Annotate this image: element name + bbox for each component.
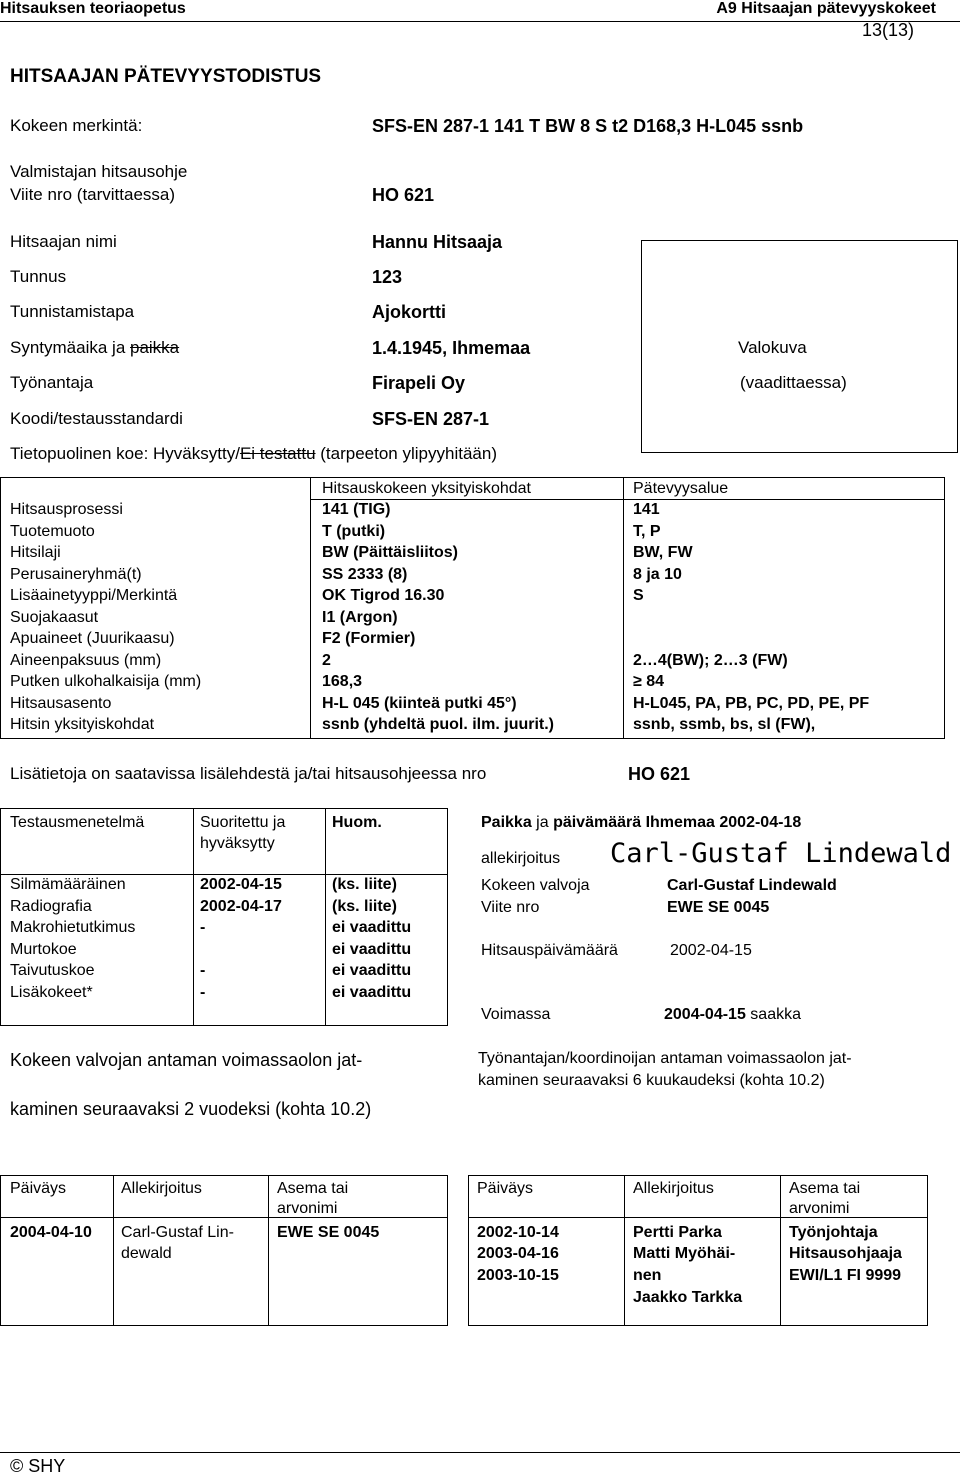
- details-row-label: Aineenpaksuus (mm): [10, 651, 162, 669]
- tl-sign-2: dewald: [121, 1245, 172, 1262]
- details-row-range: S: [633, 587, 644, 604]
- details-row-label: Hitsausasento: [10, 694, 112, 712]
- details-row-label: Perusaineryhmä(t): [10, 565, 142, 583]
- employer-value: Firapeli Oy: [372, 373, 466, 393]
- weld-date-label: Hitsauspäivämäärä: [481, 942, 618, 959]
- tests-row-note: ei vaadittu: [332, 962, 412, 979]
- tests-row-note: (ks. liite): [332, 897, 397, 915]
- tests-row-note: ei vaadittu: [332, 983, 412, 1001]
- examiner-value: Carl-Gustaf Lindewald: [667, 877, 837, 894]
- tests-col-method: Testausmenetelmä: [10, 814, 145, 831]
- details-row-label: Putken ulkohalkaisija (mm): [10, 673, 202, 690]
- prolong-right-1: Työnantajan/koordinoijan antaman voimassaolon jat-: [478, 1050, 852, 1067]
- tr-date-2: 2003-04-16: [477, 1245, 559, 1262]
- details-row-label: Hitsausprosessi: [10, 501, 123, 518]
- details-row-range: BW, FW: [633, 544, 693, 561]
- details-row-detail: BW (Päittäisliitos): [322, 544, 459, 561]
- details-row-label: Hitsin yksityiskohdat: [10, 716, 155, 733]
- tests-row-done: 2002-04-17: [200, 897, 282, 915]
- tests-col-done-1: Suoritettu ja: [200, 814, 286, 831]
- tr-date-3: 2003-10-15: [477, 1267, 559, 1284]
- tr-sign-1: Pertti Parka: [633, 1224, 722, 1241]
- id-label: Tunnus: [10, 267, 67, 286]
- header-right: A9 Hitsaajan pätevyyskokeet: [716, 0, 936, 17]
- name-value: Hannu Hitsaaja: [372, 232, 503, 252]
- tests-row-done: -: [200, 962, 206, 979]
- name-label: Hitsaajan nimi: [10, 232, 117, 251]
- tl-h-pos-1: Asema tai: [277, 1180, 349, 1197]
- details-row-detail: SS 2333 (8): [322, 565, 408, 583]
- examiner-label: Kokeen valvoja: [481, 877, 590, 894]
- details-row-range: 141: [633, 501, 660, 518]
- details-row-range: ≥ 84: [633, 673, 665, 690]
- page-number: 13(13): [861, 20, 914, 40]
- tr-pos-2: Hitsausohjaaja: [789, 1245, 902, 1262]
- tl-h-sign: Allekirjoitus: [121, 1180, 202, 1197]
- tests-row-done: -: [200, 983, 206, 1001]
- birth-label: Syntymäaika ja paikka: [10, 338, 180, 357]
- footer-copyright: © SHY: [10, 1456, 66, 1476]
- tl-sign-1: Carl-Gustaf Lin-: [121, 1224, 234, 1241]
- tr-h-pos-1: Asema tai: [789, 1180, 861, 1197]
- photo-sublabel: (vaadittaessa): [740, 373, 847, 392]
- tests-row-method: Taivutuskoe: [10, 962, 95, 979]
- wps-label-2: Viite nro (tarvittaessa): [10, 185, 176, 204]
- tl-h-date: Päiväys: [10, 1180, 67, 1197]
- tests-row-note: ei vaadittu: [332, 940, 412, 958]
- standard-label: Koodi/testausstandardi: [10, 409, 183, 428]
- employer-label: Työnantaja: [10, 373, 94, 392]
- details-row-range: T, P: [633, 522, 661, 540]
- details-row-detail: H-L 045 (kiinteä putki 45°): [322, 694, 517, 712]
- tr-sign-2: Matti Myöhäi-: [633, 1245, 736, 1262]
- test-code-label: Kokeen merkintä:: [10, 116, 143, 135]
- tr-h-pos-2: arvonimi: [789, 1200, 850, 1217]
- details-row-detail: I1 (Argon): [322, 608, 398, 626]
- tr-h-sign: Allekirjoitus: [633, 1180, 714, 1197]
- prolong-left-1: Kokeen valvojan antaman voimassaolon jat-: [10, 1050, 363, 1070]
- tests-row-note: (ks. liite): [332, 876, 397, 893]
- wps-value: HO 621: [372, 185, 435, 205]
- details-row-label: Lisäainetyyppi/Merkintä: [10, 587, 178, 604]
- tr-h-date: Päiväys: [477, 1180, 534, 1197]
- details-row-detail: ssnb (yhdeltä puol. ilm. juurit.): [322, 716, 555, 733]
- details-col-details: Hitsauskokeen yksityiskohdat: [322, 480, 531, 497]
- details-row-range: 2…4(BW); 2…3 (FW): [633, 651, 788, 669]
- weld-date-value: 2002-04-15: [670, 942, 752, 959]
- header-left: Hitsauksen teoriaopetus: [0, 0, 186, 17]
- details-row-label: Suojakaasut: [10, 608, 99, 626]
- prolong-left-2: kaminen seuraavaksi 2 vuodeksi (kohta 10.2): [10, 1099, 372, 1119]
- tl-pos: EWE SE 0045: [277, 1224, 380, 1241]
- details-row-label: Hitsilaji: [10, 544, 61, 561]
- tests-row-method: Makrohietutkimus: [10, 919, 136, 936]
- details-row-detail: 141 (TIG): [322, 501, 391, 518]
- ref-value: EWE SE 0045: [667, 899, 770, 916]
- valid-label: Voimassa: [481, 1006, 551, 1023]
- valid-value: 2004-04-15 saakka: [664, 1006, 801, 1023]
- signature-label: allekirjoitus: [481, 850, 561, 867]
- tests-row-method: Lisäkokeet*: [10, 983, 93, 1001]
- tests-row-method: Radiografia: [10, 897, 92, 915]
- details-row-detail: 2: [322, 651, 331, 669]
- page-title: HITSAAJAN PÄTEVYYSTODISTUS: [10, 66, 322, 87]
- ref-label: Viite nro: [481, 899, 540, 916]
- details-row-label: Apuaineet (Juurikaasu): [10, 630, 175, 647]
- tests-row-method: Murtokoe: [10, 940, 77, 958]
- tl-date: 2004-04-10: [10, 1224, 92, 1241]
- tests-row-done: -: [200, 919, 206, 936]
- details-row-range: ssnb, ssmb, bs, sl (FW),: [633, 716, 816, 733]
- tr-pos-1: Työnjohtaja: [789, 1224, 878, 1241]
- prolong-right-2: kaminen seuraavaksi 6 kuukaudeksi (kohta 10.2): [478, 1072, 825, 1089]
- signature: Carl-Gustaf Lindewald: [610, 838, 952, 869]
- extra-info-value: HO 621: [628, 764, 691, 784]
- tr-pos-3: EWI/L1 FI 9999: [789, 1267, 902, 1284]
- tests-row-method: Silmämääräinen: [10, 876, 126, 893]
- details-row-detail: T (putki): [322, 522, 386, 540]
- photo-label: Valokuva: [738, 338, 807, 357]
- tr-sign-3: nen: [633, 1267, 662, 1284]
- standard-value: SFS-EN 287-1: [372, 409, 490, 429]
- details-row-detail: F2 (Formier): [322, 630, 416, 647]
- tl-h-pos-2: arvonimi: [277, 1200, 338, 1217]
- tests-col-note: Huom.: [332, 814, 382, 831]
- tests-col-done-2: hyväksytty: [200, 835, 275, 852]
- idmethod-label: Tunnistamistapa: [10, 302, 135, 321]
- details-col-range: Pätevyysalue: [633, 480, 729, 497]
- theory-line: Tietopuolinen koe: Hyväksytty/Ei testattu (tarpeeton ylipyyhitään): [10, 444, 497, 463]
- details-row-range: 8 ja 10: [633, 565, 682, 583]
- details-row-range: H-L045, PA, PB, PC, PD, PE, PF: [633, 694, 870, 712]
- id-value: 123: [372, 267, 403, 287]
- details-row-detail: OK Tigrod 16.30: [322, 587, 445, 604]
- tests-row-note: ei vaadittu: [332, 919, 412, 936]
- tests-row-done: 2002-04-15: [200, 876, 282, 893]
- birth-value: 1.4.1945, Ihmemaa: [372, 338, 531, 358]
- wps-label-1: Valmistajan hitsausohje: [10, 162, 188, 181]
- details-row-label: Tuotemuoto: [10, 522, 95, 540]
- test-code-value: SFS-EN 287-1 141 T BW 8 S t2 D168,3 H-L045 ssnb: [372, 116, 804, 136]
- extra-info-text: Lisätietoja on saatavissa lisälehdestä ja/tai hitsausohjeessa nro: [10, 764, 487, 783]
- tr-date-1: 2002-10-14: [477, 1224, 559, 1241]
- tr-sign-4: Jaakko Tarkka: [633, 1289, 743, 1306]
- prolong-table-left: [0, 1175, 448, 1326]
- place-date-line: Paikka ja päivämäärä Ihmemaa 2002-04-18: [481, 814, 802, 831]
- details-row-detail: 168,3: [322, 673, 363, 690]
- idmethod-value: Ajokortti: [372, 302, 446, 322]
